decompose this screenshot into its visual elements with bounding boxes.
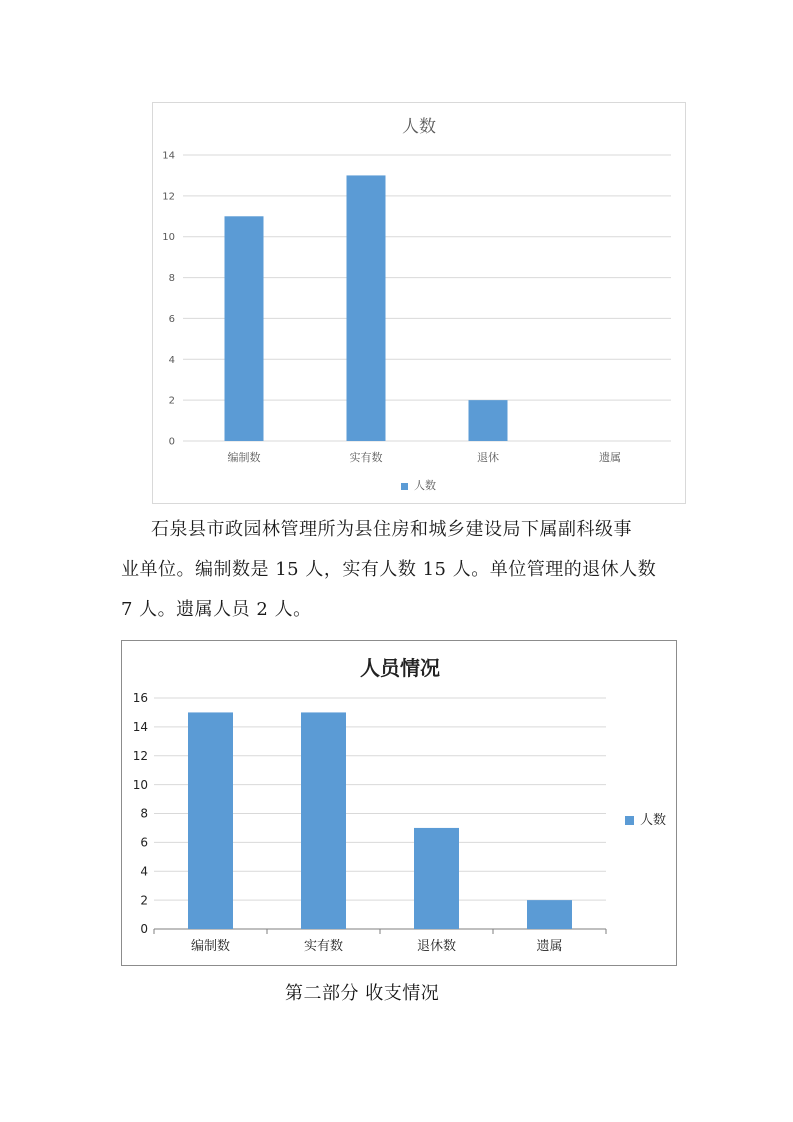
y-tick-label: 10 bbox=[162, 232, 175, 244]
y-tick-label: 4 bbox=[168, 354, 175, 366]
legend-swatch bbox=[401, 483, 408, 490]
chart-staff-situation bbox=[121, 640, 677, 966]
chart-headcount-plot bbox=[153, 103, 685, 503]
bar-遗属 bbox=[527, 900, 572, 929]
bar-编制数 bbox=[188, 712, 233, 929]
paragraph-line-1: 石泉县市政园林管理所为县住房和城乡建设局下属副科级事 bbox=[151, 519, 632, 540]
y-tick-label: 0 bbox=[168, 436, 175, 448]
y-tick-label: 6 bbox=[140, 835, 148, 850]
bar-退休数 bbox=[414, 828, 459, 929]
bar-实有数 bbox=[301, 712, 346, 929]
y-tick-label: 6 bbox=[168, 313, 175, 325]
legend-label: 人数 bbox=[414, 479, 436, 492]
y-tick-label: 8 bbox=[168, 273, 175, 285]
chart-title: 人员情况 bbox=[360, 656, 440, 680]
bar-退休 bbox=[469, 400, 508, 441]
chart-staff-situation-plot bbox=[122, 641, 676, 965]
y-tick-label: 10 bbox=[132, 777, 148, 792]
y-tick-label: 0 bbox=[140, 922, 148, 937]
y-tick-label: 14 bbox=[132, 720, 148, 735]
paragraph-line-3: 7 人。遗属人员 2 人。 bbox=[121, 599, 312, 620]
x-category-label: 退休 bbox=[477, 451, 499, 464]
paragraph-line-2: 业单位。编制数是 15 人，实有人数 15 人。单位管理的退休人数 bbox=[121, 559, 657, 580]
y-tick-label: 14 bbox=[162, 150, 175, 162]
y-tick-label: 12 bbox=[162, 191, 175, 203]
bar-实有数 bbox=[347, 175, 386, 441]
chart-headcount bbox=[152, 102, 686, 504]
x-category-label: 编制数 bbox=[227, 451, 261, 464]
legend-swatch bbox=[625, 816, 634, 825]
description-paragraph bbox=[121, 510, 681, 630]
y-tick-label: 12 bbox=[132, 748, 148, 763]
x-category-label: 遗属 bbox=[536, 939, 563, 954]
x-category-label: 实有数 bbox=[349, 451, 383, 464]
legend-label: 人数 bbox=[640, 813, 667, 828]
x-category-label: 遗属 bbox=[599, 451, 621, 464]
y-tick-label: 16 bbox=[132, 691, 148, 706]
section-heading: 第二部分 收支情况 bbox=[285, 983, 440, 1004]
x-category-label: 实有数 bbox=[303, 939, 344, 954]
bar-编制数 bbox=[225, 216, 264, 441]
y-tick-label: 4 bbox=[140, 864, 148, 879]
y-tick-label: 2 bbox=[168, 395, 175, 407]
y-tick-label: 8 bbox=[140, 806, 148, 821]
x-category-label: 编制数 bbox=[190, 939, 231, 954]
chart-title: 人数 bbox=[402, 117, 436, 137]
y-tick-label: 2 bbox=[140, 893, 148, 908]
x-category-label: 退休数 bbox=[416, 939, 457, 954]
